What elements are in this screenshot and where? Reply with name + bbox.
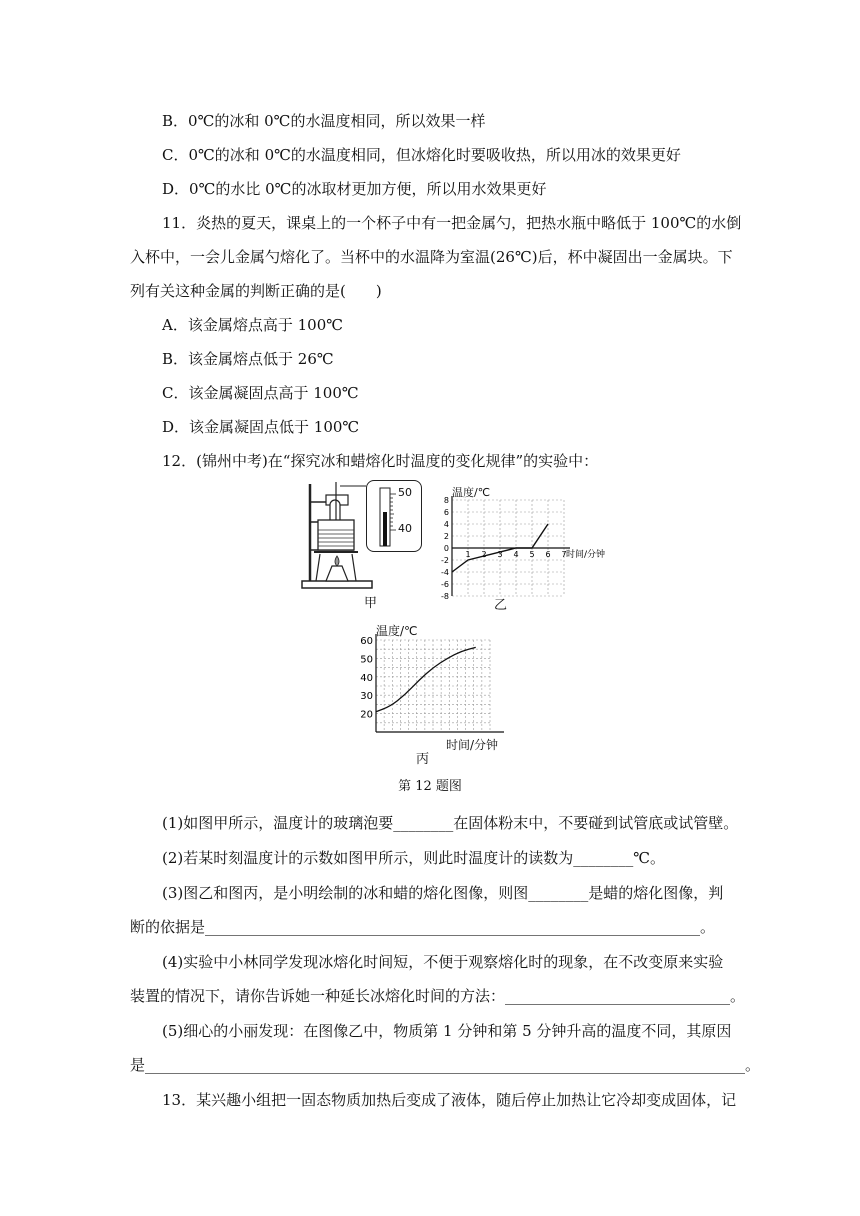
x-axis-label: 时间/分钟: [566, 550, 606, 560]
figure-caption: 第 12 题图: [398, 779, 462, 794]
chart-bing-ylabel: 温度/℃: [376, 624, 418, 638]
q12-sub3-line1: (3)图乙和图丙，是小明绘制的冰和蜡的熔化图像，则图________是蜡的熔化图像，判: [162, 884, 724, 902]
q12-sub2: (2)若某时刻温度计的示数如图甲所示，则此时温度计的读数为________℃。: [162, 849, 666, 867]
chart-yi: [430, 494, 610, 604]
q11-option-c: C．该金属凝固点高于 100℃: [162, 384, 359, 402]
x-tick-label: 4: [513, 550, 519, 559]
figure-label-yi: 乙: [494, 598, 508, 613]
y-tick-label: -6: [441, 580, 449, 589]
chart-bing: [350, 632, 540, 748]
x-tick-label: 1: [465, 550, 471, 559]
q13-stem-line1: 13．某兴趣小组把一固态物质加热后变成了液体，随后停止加热让它冷却变成固体，记: [162, 1091, 737, 1109]
x-tick-label: 7: [561, 550, 567, 559]
y-tick-label: 0: [443, 544, 449, 553]
y-tick-label: 6: [443, 508, 449, 517]
y-tick-label: -4: [441, 568, 449, 577]
x-tick-label: 2: [481, 550, 487, 559]
q12-sub1: (1)如图甲所示，温度计的玻璃泡要________在固体粉末中，不要碰到试管底或试管壁。: [162, 814, 739, 832]
q12-stem: 12．(锦州中考)在“探究冰和蜡熔化时温度的变化规律”的实验中：: [162, 452, 599, 470]
thermometer-tick-50: 50: [398, 486, 412, 499]
q12-sub4-line2: 装置的情况下，请你告诉她一种延长冰熔化时间的方法：______________________________。: [130, 987, 746, 1005]
y-tick-label: 20: [360, 709, 373, 721]
y-tick-label: -8: [441, 592, 449, 601]
thermometer-scale: [366, 480, 422, 552]
q12-sub5-line2: 是________________________________________________________________________________。: [130, 1056, 761, 1074]
option-d-prev: D．0℃的水比 0℃的冰取材更加方便，所以用水效果更好: [162, 180, 547, 198]
q11-stem-line3: 列有关这种金属的判断正确的是( ): [130, 282, 382, 300]
q11-option-d: D．该金属凝固点低于 100℃: [162, 418, 360, 436]
x-tick-label: 3: [497, 550, 503, 559]
thermometer-tick-40: 40: [398, 522, 412, 535]
y-tick-label: 30: [360, 691, 373, 703]
q12-sub4-line1: (4)实验中小林同学发现冰熔化时间短，不便于观察熔化时的现象，在不改变原来实验: [162, 953, 724, 971]
figure-label-jia: 甲: [364, 596, 378, 611]
series-line: [376, 647, 476, 711]
q11-stem-line1: 11．炎热的夏天，课桌上的一个杯子中有一把金属勺，把热水瓶中略低于 100℃的水倒: [162, 214, 742, 232]
q11-option-b: B．该金属熔点低于 26℃: [162, 350, 334, 368]
chart-yi-ylabel: 温度/℃: [452, 486, 491, 499]
chart-bing-xlabel: 时间/分钟: [446, 738, 499, 752]
q12-sub5-line1: (5)细心的小丽发现：在图像乙中，物质第 1 分钟和第 5 分钟升高的温度不同，其原因: [162, 1022, 732, 1040]
y-tick-label: 50: [360, 654, 373, 666]
x-tick-label: 6: [545, 550, 551, 559]
option-b-prev: B．0℃的冰和 0℃的水温度相同，所以效果一样: [162, 112, 486, 130]
y-tick-label: 60: [360, 636, 373, 647]
y-tick-label: 40: [360, 672, 373, 684]
option-c-prev: C．0℃的冰和 0℃的水温度相同，但冰熔化时要吸收热，所以用冰的效果更好: [162, 146, 681, 164]
y-tick-label: 8: [443, 496, 449, 505]
y-tick-label: -2: [441, 556, 449, 565]
q11-stem-line2: 入杯中，一会儿金属勺熔化了。当杯中的水温降为室温(26℃)后，杯中凝固出一金属块。下: [130, 248, 733, 266]
y-tick-label: 4: [443, 520, 449, 529]
x-tick-label: 5: [529, 550, 535, 559]
figure-label-bing: 丙: [416, 752, 430, 767]
q12-sub3-line2: 断的依据是__________________________________________________________________。: [130, 918, 716, 936]
y-tick-label: 2: [443, 532, 449, 541]
q11-option-a: A．该金属熔点高于 100℃: [162, 316, 344, 334]
